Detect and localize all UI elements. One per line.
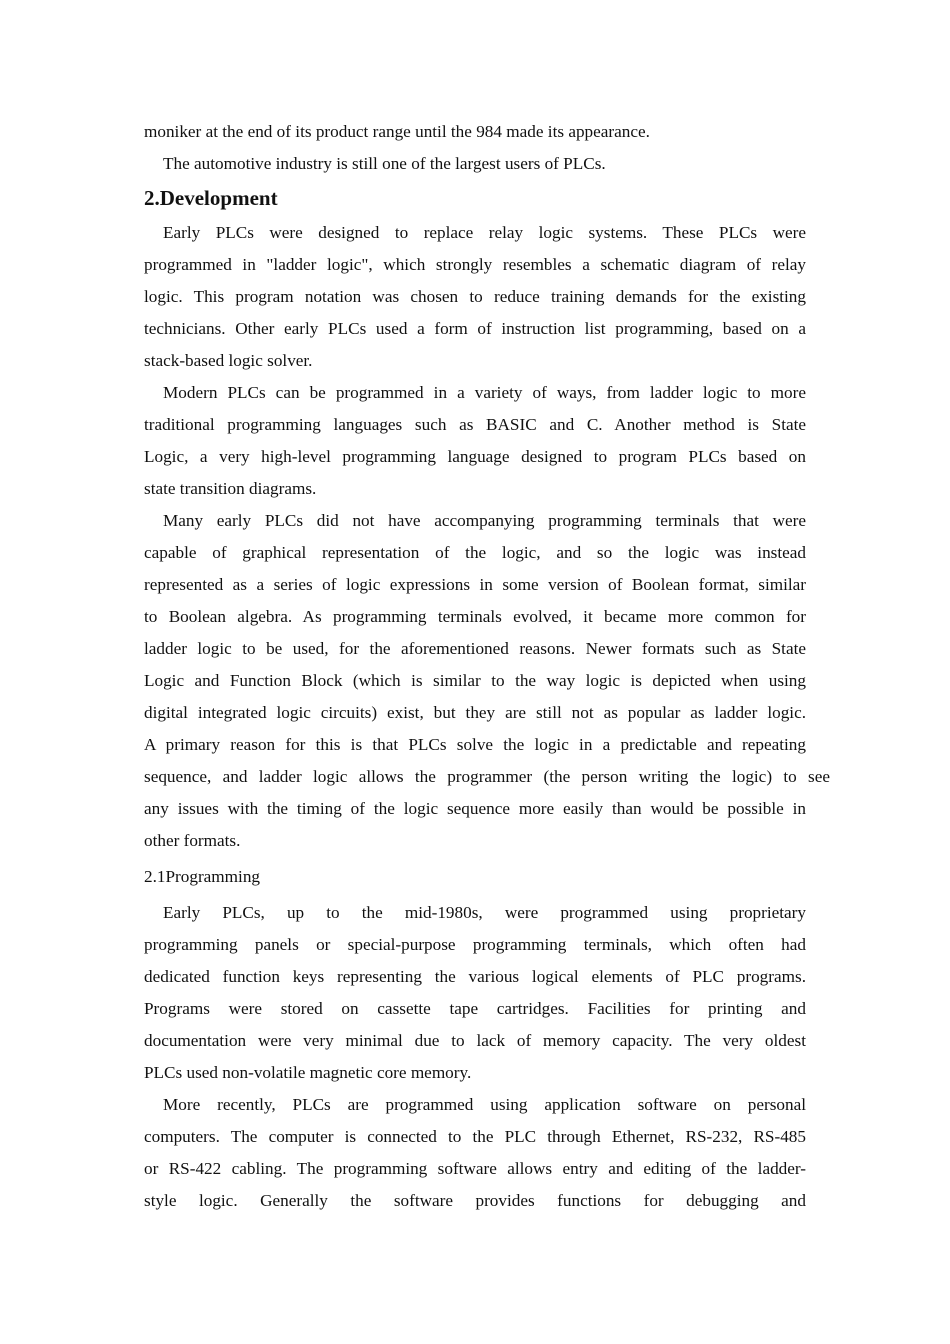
text-line: Logic and Function Block (which is similar to the way logic is depicted when using — [144, 671, 806, 690]
text-line: Early PLCs, up to the mid-1980s, were programmed using proprietary — [163, 903, 806, 922]
text-line: Modern PLCs can be programmed in a variety of ways, from ladder logic to more — [163, 383, 806, 402]
text-line: A primary reason for this is that PLCs solve the logic in a predictable and repeating — [144, 735, 806, 754]
text-line: style logic. Generally the software provides functions for debugging and — [144, 1191, 806, 1210]
text-line: other formats. — [144, 831, 241, 850]
text-line: programming panels or special-purpose programming terminals, which often had — [144, 935, 806, 954]
text-line: Programs were stored on cassette tape cartridges. Facilities for printing and — [144, 999, 806, 1018]
text-line: Logic, a very high-level programming language designed to program PLCs based on — [144, 447, 806, 466]
paragraph — [144, 897, 806, 1089]
document-page — [144, 116, 830, 1217]
text-line: PLCs used non-volatile magnetic core memory. — [144, 1063, 472, 1082]
text-line: The automotive industry is still one of the largest users of PLCs. — [163, 154, 606, 173]
text-line: sequence, and ladder logic allows the programmer (the person writing the logic) to see — [144, 767, 830, 786]
text-line: Early PLCs were designed to replace relay logic systems. These PLCs were — [163, 223, 806, 242]
text-line: capable of graphical representation of the logic, and so the logic was instead — [144, 543, 806, 562]
text-line: any issues with the timing of the logic sequence more easily than would be possible in — [144, 799, 806, 818]
paragraph — [144, 377, 806, 505]
text-line: programmed in "ladder logic", which strongly resembles a schematic diagram of relay — [144, 255, 806, 274]
paragraph — [144, 217, 806, 377]
text-line: stack-based logic solver. — [144, 351, 313, 370]
text-line: Many early PLCs did not have accompanying programming terminals that were — [163, 511, 806, 530]
text-line: logic. This program notation was chosen to reduce training demands for the existing — [144, 287, 806, 306]
section-heading-programming: 2.1Programming — [144, 867, 261, 886]
text-line: moniker at the end of its product range until the 984 made its appearance. — [144, 122, 650, 141]
text-line: traditional programming languages such as BASIC and C. Another method is State — [144, 415, 806, 434]
text-line: documentation were very minimal due to lack of memory capacity. The very oldest — [144, 1031, 806, 1050]
text-line: digital integrated logic circuits) exist, but they are still not as popular as ladder logic. — [144, 703, 806, 722]
text-line: state transition diagrams. — [144, 479, 317, 498]
paragraph — [144, 505, 830, 857]
text-line: computers. The computer is connected to the PLC through Ethernet, RS-232, RS-485 — [144, 1127, 806, 1146]
section-heading-development: 2.Development — [144, 186, 278, 210]
paragraph — [144, 1089, 806, 1217]
text-line: dedicated function keys representing the various logical elements of PLC programs. — [144, 967, 806, 986]
text-line: technicians. Other early PLCs used a form of instruction list programming, based on a — [144, 319, 806, 338]
text-line: ladder logic to be used, for the aforementioned reasons. Newer formats such as State — [144, 639, 806, 658]
text-line: represented as a series of logic expressions in some version of Boolean format, similar — [144, 575, 806, 594]
text-line: to Boolean algebra. As programming terminals evolved, it became more common for — [144, 607, 806, 626]
text-line: More recently, PLCs are programmed using application software on personal — [163, 1095, 806, 1114]
text-line: or RS-422 cabling. The programming software allows entry and editing of the ladder- — [144, 1159, 806, 1178]
